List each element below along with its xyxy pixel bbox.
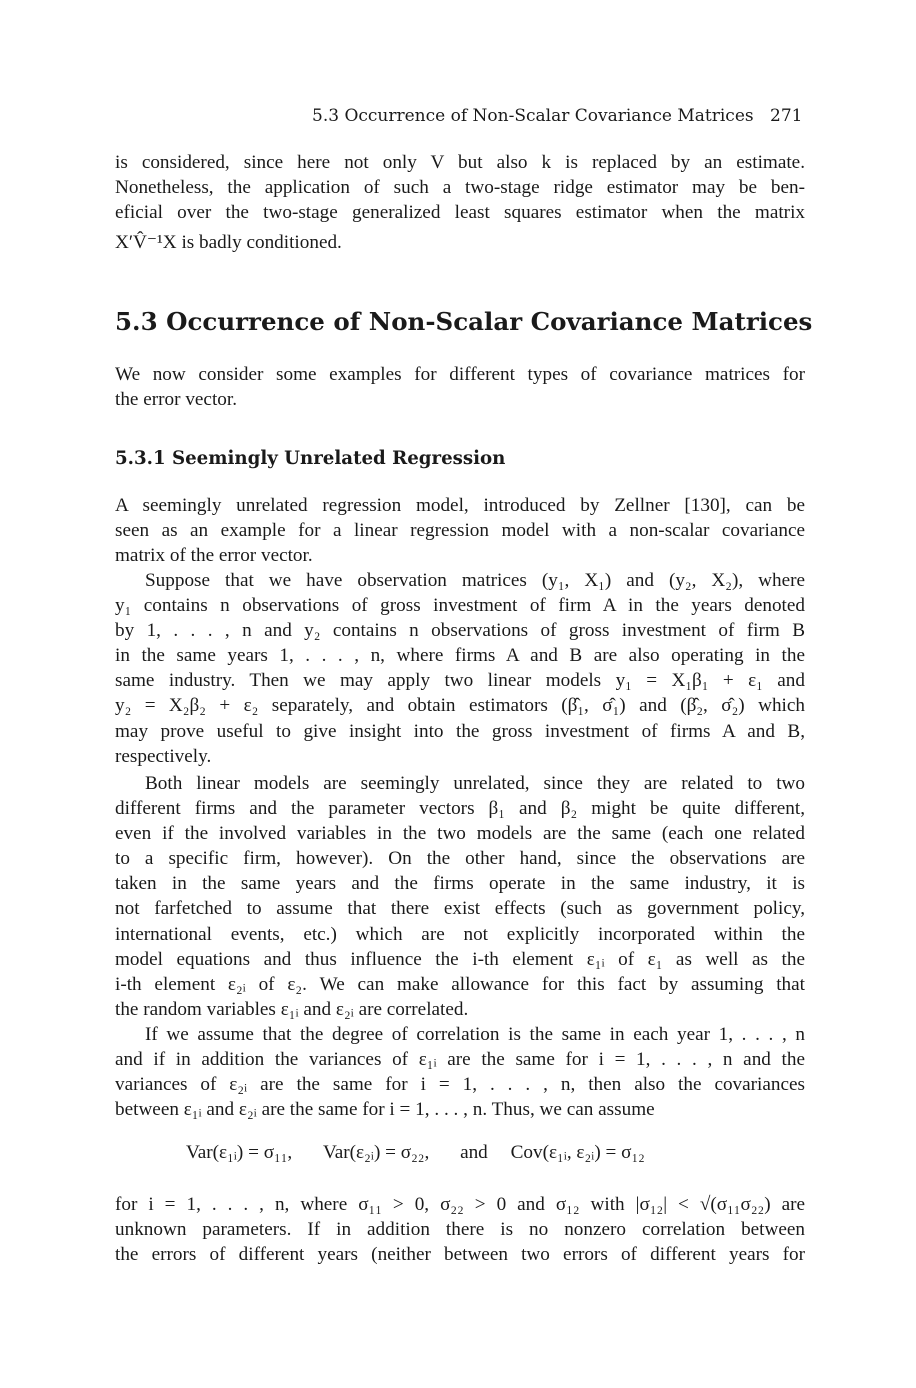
text-line: in the same years 1, . . . , n, where firms A and B are also operating in the (115, 645, 805, 667)
text-line: y₂ = X₂β₂ + ε₂ separately, and obtain estimators (β̂₁, σ̂₁) and (β̂₂, σ̂₂) which (115, 695, 805, 717)
section-paragraph (115, 362, 805, 412)
text-line: the errors of different years (neither between two errors of different years for (115, 1244, 805, 1266)
body-paragraph-2 (115, 568, 805, 769)
intro-paragraph (115, 150, 805, 255)
display-equation (186, 1142, 645, 1164)
text-line: Both linear models are seemingly unrelated, since they are related to two (145, 773, 805, 794)
text-line: may prove useful to give insight into the gross investment of firms A and B, (115, 720, 805, 742)
body-paragraph-5 (115, 1192, 805, 1267)
text-line: y₁ contains n observations of gross investment of firm A in the years denoted (115, 595, 805, 617)
equation-variance-2: Var(ε₂ᵢ) = σ₂₂, (323, 1142, 430, 1163)
text-line: i-th element ε₂ᵢ of ε₂. We can make allowance for this fact by assuming that (115, 973, 805, 995)
text-line: eficial over the two-stage generalized least squares estimator when the matrix (115, 202, 805, 224)
text-line: respectively. (115, 745, 212, 767)
section-heading: 5.3 Occurrence of Non-Scalar Covariance Matrices (115, 307, 813, 336)
text-line: same industry. Then we may apply two linear models y₁ = X₁β₁ + ε₁ and (115, 670, 805, 692)
text-line: and if in addition the variances of ε₁ᵢ are the same for i = 1, . . . , n and the (115, 1049, 805, 1071)
text-line: We now consider some examples for different types of covariance matrices for (115, 364, 805, 385)
page-number: 271 (770, 106, 803, 126)
text-line: Nonetheless, the application of such a two-stage ridge estimator may be ben- (115, 177, 805, 199)
body-paragraph-3 (115, 771, 805, 1022)
text-line: different firms and the parameter vectors β₁ and β₂ might be quite different, (115, 798, 805, 820)
text-line: is considered, since here not only V but also k is replaced by an estimate. (115, 152, 805, 173)
equation-covariance: Cov(ε₁ᵢ, ε₂ᵢ) = σ₁₂ (510, 1142, 645, 1163)
text-line: If we assume that the degree of correlation is the same in each year 1, . . . , n (145, 1024, 805, 1045)
text-line: the error vector. (115, 389, 237, 411)
text-line: not farfetched to assume that there exist effects (such as government policy, (115, 898, 805, 920)
text-line: variances of ε₂ᵢ are the same for i = 1, . . . , n, then also the covariances (115, 1074, 805, 1096)
text-line: A seemingly unrelated regression model, introduced by Zellner [130], can be (115, 495, 805, 516)
text-line: by 1, . . . , n and y₂ contains n observations of gross investment of firm B (115, 620, 805, 642)
text-line: taken in the same years and the firms operate in the same industry, it is (115, 873, 805, 895)
running-head: 5.3 Occurrence of Non-Scalar Covariance Matrices (312, 106, 754, 126)
text-line: unknown parameters. If in addition there is no nonzero correlation between (115, 1219, 805, 1241)
equation-connector: and (460, 1142, 488, 1163)
text-line: even if the involved variables in the two models are the same (each one related (115, 823, 805, 845)
text-line: matrix of the error vector. (115, 545, 313, 567)
body-paragraph-1 (115, 493, 805, 568)
text-line: seen as an example for a linear regression model with a non-scalar covariance (115, 520, 805, 542)
text-line: model equations and thus influence the i-th element ε₁ᵢ of ε₁ as well as the (115, 948, 805, 970)
text-line: X′V̂⁻¹X is badly conditioned. (115, 232, 342, 254)
text-line: the random variables ε₁ᵢ and ε₂ᵢ are correlated. (115, 998, 469, 1020)
equation-variance-1: Var(ε₁ᵢ) = σ₁₁, (186, 1142, 293, 1163)
text-line: to a specific firm, however). On the other hand, since the observations are (115, 848, 805, 870)
text-line: Suppose that we have observation matrices (y₁, X₁) and (y₂, X₂), where (145, 570, 805, 591)
text-line: for i = 1, . . . , n, where σ₁₁ > 0, σ₂₂ > 0 and σ₁₂ with |σ₁₂| < √(σ₁₁σ₂₂) are (115, 1194, 805, 1215)
text-line: between ε₁ᵢ and ε₂ᵢ are the same for i = 1, . . . , n. Thus, we can assume (115, 1099, 655, 1121)
subsection-heading: 5.3.1 Seemingly Unrelated Regression (115, 448, 506, 469)
body-paragraph-4 (115, 1022, 805, 1122)
text-line: international events, etc.) which are not explicitly incorporated within the (115, 923, 805, 945)
